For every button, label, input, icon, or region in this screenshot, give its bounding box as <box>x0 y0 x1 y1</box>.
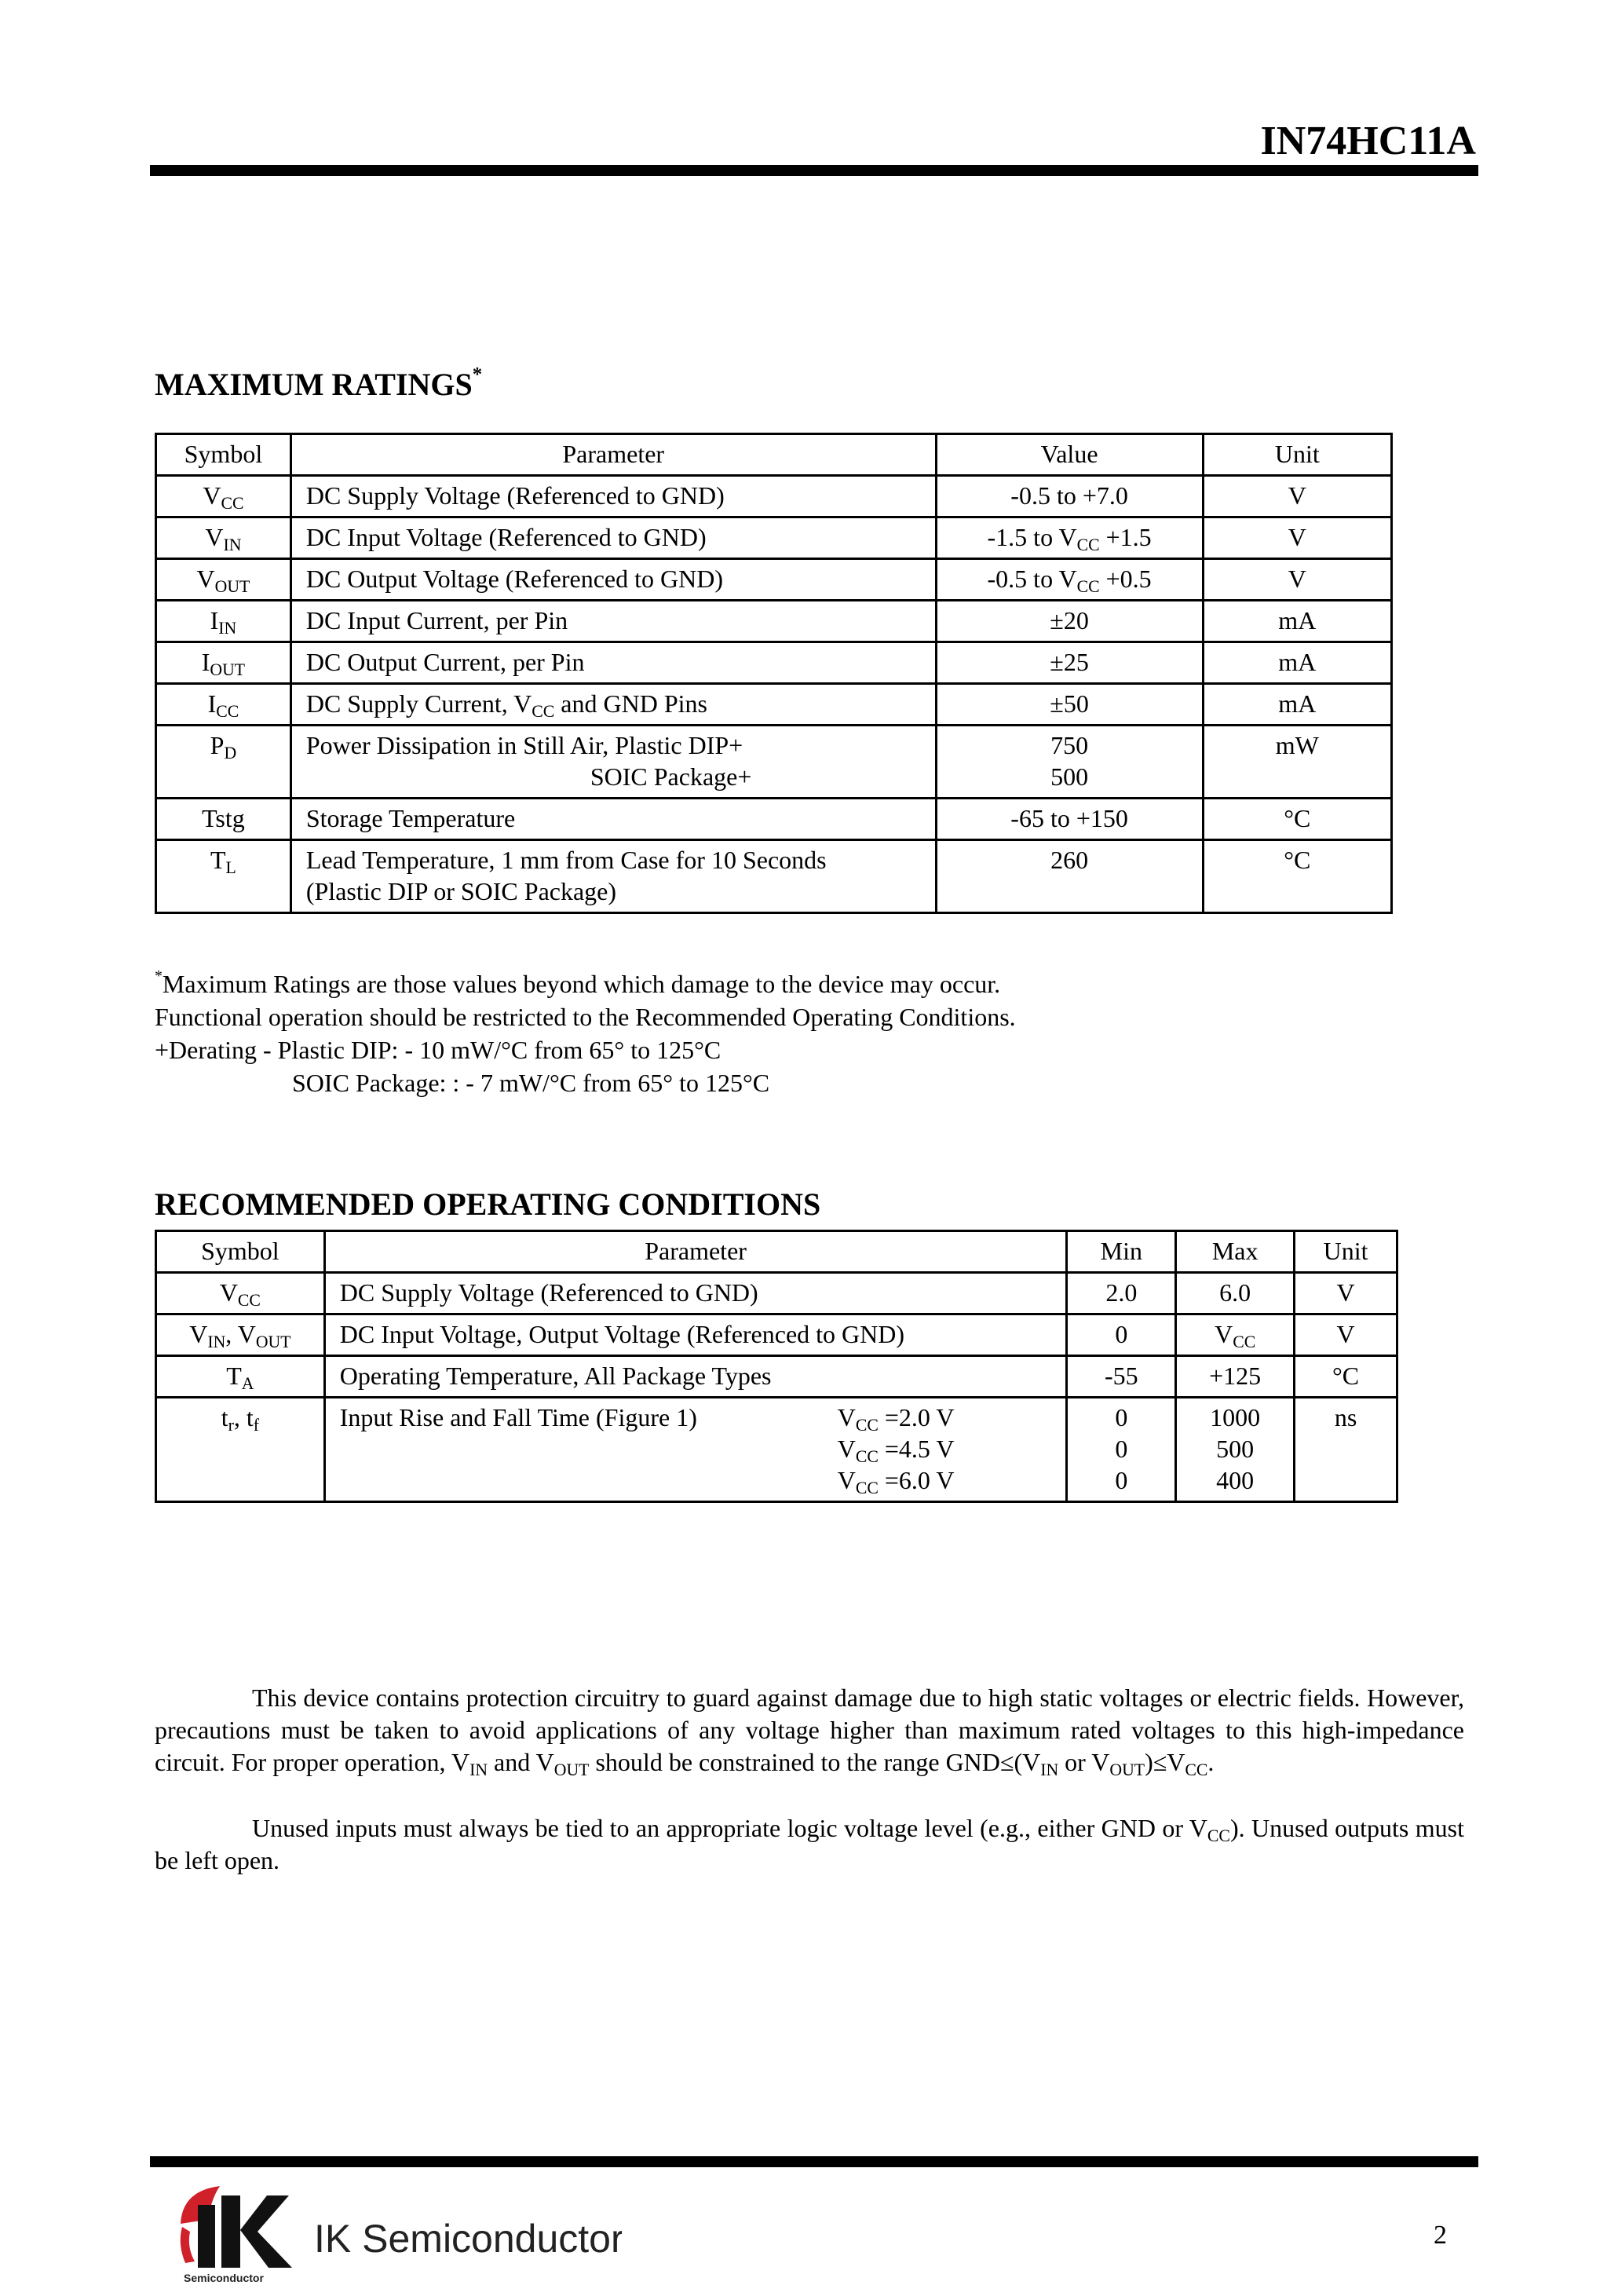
rec-conditions-title: RECOMMENDED OPERATING CONDITIONS <box>155 1186 821 1222</box>
parameter-cell: DC Supply Voltage (Referenced to GND) <box>324 1273 1067 1314</box>
condition-line: $V_{CC} =2.0$ V <box>837 1403 955 1435</box>
max-ratings-title-text: MAXIMUM RATINGS <box>155 367 473 402</box>
table-row <box>156 684 1392 726</box>
min-cell: 2.0 <box>1067 1273 1176 1314</box>
ik-semiconductor-logo <box>174 2177 622 2287</box>
unit-cell: °C <box>1295 1356 1397 1398</box>
value-cell: -0.5 to +7.0 <box>936 476 1203 517</box>
symbol-cell: Tstg <box>156 799 291 840</box>
unit-cell: V <box>1203 559 1391 601</box>
parameter-cell: Lead Temperature, 1 mm from Case for 10 Seconds (Plastic DIP or SOIC Package) <box>290 840 936 913</box>
max-cell: $V_{CC}$ <box>1176 1314 1295 1356</box>
value-cell: 750 500 <box>936 726 1203 799</box>
parameter-cell: DC Supply Current, $V_{CC}$ and GND Pins <box>290 684 936 726</box>
min-cell: 0 0 0 <box>1067 1398 1176 1502</box>
unit-cell: mW <box>1203 726 1391 799</box>
header-max: Max <box>1176 1231 1295 1273</box>
unit-cell: °C <box>1203 840 1391 913</box>
table-row <box>156 601 1392 642</box>
max-ratings-table <box>155 433 1393 914</box>
table-row <box>156 1273 1397 1314</box>
max-ratings-title <box>155 366 482 403</box>
unit-cell: mA <box>1203 642 1391 684</box>
symbol-cell: $V_{CC}$ <box>156 1273 325 1314</box>
header-rule <box>150 165 1478 176</box>
table-row <box>156 726 1392 799</box>
max-cell: +125 <box>1176 1356 1295 1398</box>
parameter-cell: DC Input Voltage (Referenced to GND) <box>290 517 936 559</box>
unit-cell: V <box>1203 517 1391 559</box>
value-cell: -65 to +150 <box>936 799 1203 840</box>
symbol-cell: $V_{IN}$, $V_{OUT}$ <box>156 1314 325 1356</box>
symbol-cell: $T_A$ <box>156 1356 325 1398</box>
unit-cell: V <box>1295 1314 1397 1356</box>
table-row <box>156 799 1392 840</box>
note-line: +Derating - Plastic DIP: - 10 mW/°C from 65° to 125°C <box>155 1036 721 1064</box>
symbol-cell: $I_{IN}$ <box>156 601 291 642</box>
svg-text:IK Semiconductor: IK Semiconductor <box>314 2217 622 2261</box>
header-unit: Unit <box>1295 1231 1397 1273</box>
note-line: Functional operation should be restricted to the Recommended Operating Conditions. <box>155 1003 1016 1031</box>
condition-line: $V_{CC} =4.5$ V <box>837 1435 955 1467</box>
max-ratings-notes <box>155 967 1016 1099</box>
table-row <box>156 642 1392 684</box>
header-min: Min <box>1067 1231 1176 1273</box>
value-cell: ±50 <box>936 684 1203 726</box>
symbol-cell: $T_L$ <box>156 840 291 913</box>
min-cell: -55 <box>1067 1356 1176 1398</box>
table-row <box>156 1314 1397 1356</box>
parameter-cell: Operating Temperature, All Package Types <box>324 1356 1067 1398</box>
symbol-cell: $V_{OUT}$ <box>156 559 291 601</box>
unit-cell: °C <box>1203 799 1391 840</box>
parameter-cell: Input Rise and Fall Time (Figure 1) $V_{CC} =2.0$ V $V_{CC} =4.5$ V $V_{CC} =6.0$ V <box>324 1398 1067 1502</box>
unit-cell: V <box>1295 1273 1397 1314</box>
protection-paragraph: This device contains protection circuitry to guard against damage due to high static voltages or electric fields. However, precautions must be taken to avoid applications of any voltage higher than maximum rated voltages to this high-impedance circuit. For proper operation, $V_{IN}$ and $V_{OUT}$ should be constrained to the range $GND\le(V_{IN}$ or $V_{OUT})\le V_{CC}$. <box>155 1684 1464 1780</box>
unit-cell: V <box>1203 476 1391 517</box>
table-header-row <box>156 1231 1397 1273</box>
value-cell: ±25 <box>936 642 1203 684</box>
page-number: 2 <box>1434 2221 1447 2250</box>
table-row <box>156 1356 1397 1398</box>
table-row <box>156 559 1392 601</box>
parameter-cell: DC Supply Voltage (Referenced to GND) <box>290 476 936 517</box>
parameter-cell: Power Dissipation in Still Air, Plastic DIP+ SOIC Package+ <box>290 726 936 799</box>
value-cell: -1.5 to $V_{CC} +1.5$ <box>936 517 1203 559</box>
part-number: IN74HC11A <box>1260 119 1476 163</box>
ik-logo-icon <box>174 2177 622 2287</box>
header-symbol: Symbol <box>156 1231 325 1273</box>
value-cell: 260 <box>936 840 1203 913</box>
header-value: Value <box>936 434 1203 476</box>
table-row <box>156 1398 1397 1502</box>
unit-cell: mA <box>1203 684 1391 726</box>
header-unit: Unit <box>1203 434 1391 476</box>
unused-inputs-paragraph: Unused inputs must always be tied to an appropriate logic voltage level (e.g., either GND or $V_{CC}$). Unused outputs must be left open. <box>155 1814 1465 1874</box>
unit-cell: ns <box>1295 1398 1397 1502</box>
parameter-cell: DC Output Voltage (Referenced to GND) <box>290 559 936 601</box>
svg-text:Semiconductor: Semiconductor <box>184 2272 264 2284</box>
header-symbol: Symbol <box>156 434 291 476</box>
value-cell: ±20 <box>936 601 1203 642</box>
footer-rule <box>150 2156 1478 2167</box>
note-line: SOIC Package: : - 7 mW/°C from 65° to 125°C <box>292 1069 770 1097</box>
max-ratings-title-mark: * <box>472 364 483 386</box>
parameter-cell: DC Input Voltage, Output Voltage (Referenced to GND) <box>324 1314 1067 1356</box>
symbol-cell: $V_{CC}$ <box>156 476 291 517</box>
unit-cell: mA <box>1203 601 1391 642</box>
table-header-row <box>156 434 1392 476</box>
max-cell: 6.0 <box>1176 1273 1295 1314</box>
parameter-cell: DC Input Current, per Pin <box>290 601 936 642</box>
symbol-cell: $P_D$ <box>156 726 291 799</box>
table-row <box>156 517 1392 559</box>
parameter-cell: DC Output Current, per Pin <box>290 642 936 684</box>
rec-conditions-table <box>155 1230 1398 1503</box>
max-cell: 1000 500 400 <box>1176 1398 1295 1502</box>
note-line: *Maximum Ratings are those values beyond which damage to the device may occur. <box>155 967 1001 998</box>
symbol-cell: $t_r$, $t_f$ <box>156 1398 325 1502</box>
symbol-cell: $I_{CC}$ <box>156 684 291 726</box>
parameter-cell: Storage Temperature <box>290 799 936 840</box>
min-cell: 0 <box>1067 1314 1176 1356</box>
header-parameter: Parameter <box>324 1231 1067 1273</box>
header-parameter: Parameter <box>290 434 936 476</box>
symbol-cell: $V_{IN}$ <box>156 517 291 559</box>
symbol-cell: $I_{OUT}$ <box>156 642 291 684</box>
table-row <box>156 840 1392 913</box>
condition-line: $V_{CC} =6.0$ V <box>837 1466 955 1498</box>
value-cell: -0.5 to $V_{CC} +0.5$ <box>936 559 1203 601</box>
table-row <box>156 476 1392 517</box>
